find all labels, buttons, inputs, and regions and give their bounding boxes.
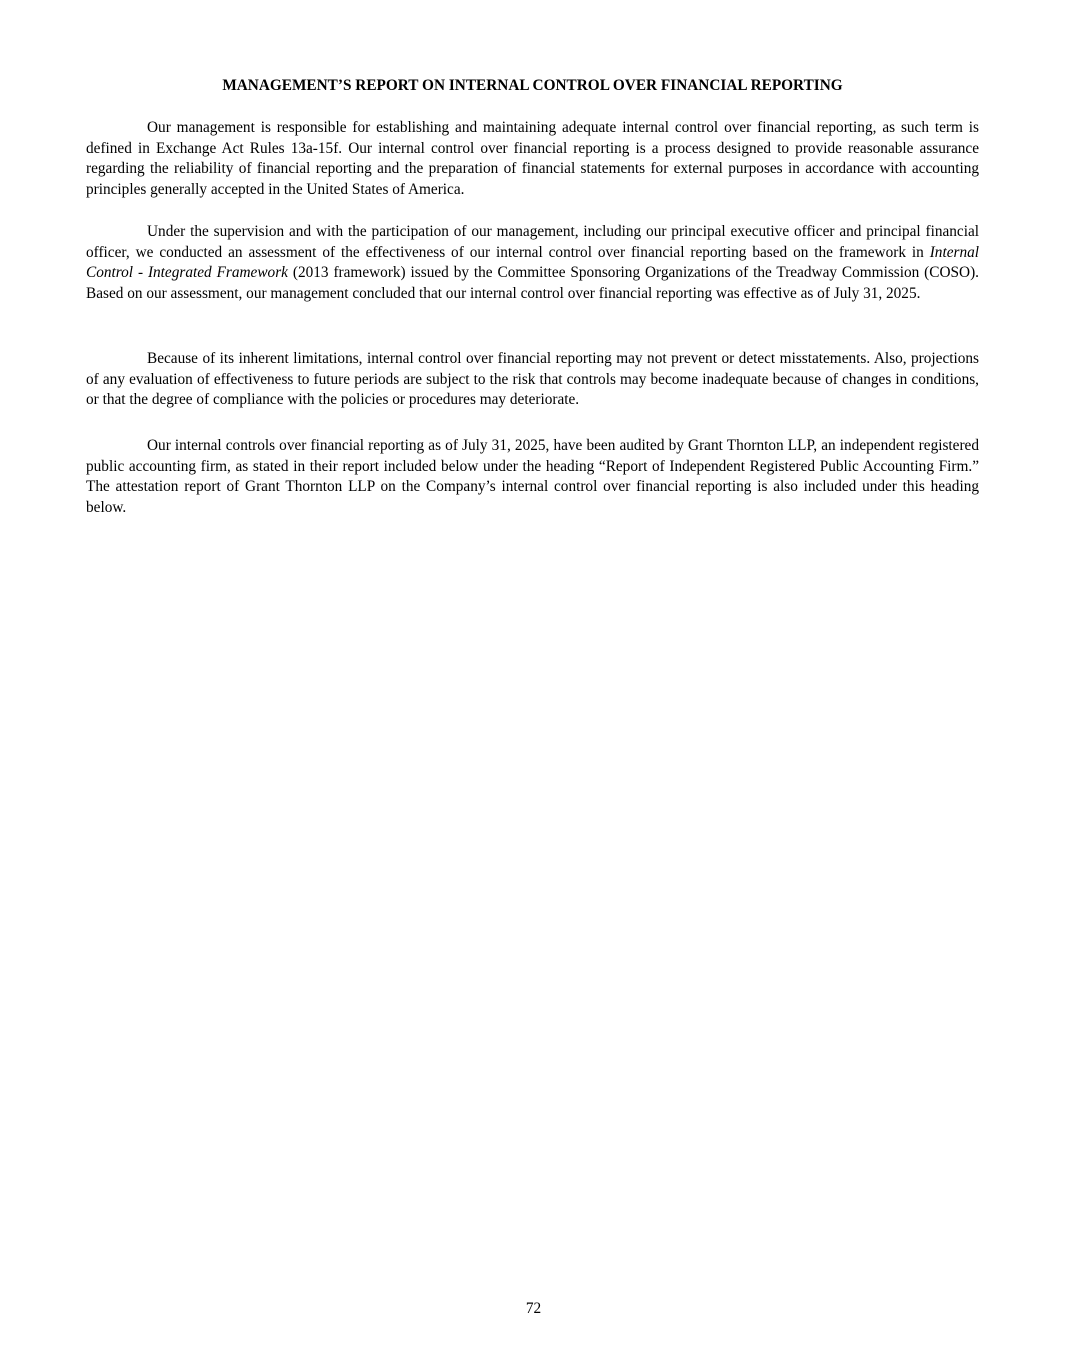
framework-title: Internal Control - Integrated Framework [86,243,979,281]
paragraph-assessment-text-end: (2013 framework) issued by the Committee Sponsoring Organizations of the Treadway Commission (COSO). Based on our assessment, our management concluded that our internal control over financial reporting was effective as of July 31, 2025. [86,264,979,302]
page-title: MANAGEMENT’S REPORT ON INTERNAL CONTROL OVER FINANCIAL REPORTING [222,77,843,94]
paragraph-management-responsibility: Our management is responsible for establishing and maintaining adequate internal control over financial reporting, as such term is defined in Exchange Act Rules 13a-15f. Our internal control over financial reporting is a process designed to provide reasonable assurance regarding the reliability of financial reporting and the preparation of financial statements for external purposes in accordance with accounting principles generally accepted in the United States of America. [86,119,979,198]
page-number: 72 [525,1300,542,1317]
paragraph-assessment [86,222,979,304]
paragraph-assessment-text-start: Under the supervision and with the participation of our management, including our principal executive officer and principal financial officer, we conducted an assessment of the effectiveness of our internal control over financial reporting based on the framework in [86,223,979,261]
paragraph-audit-attestation: Our internal controls over financial reporting as of July 31, 2025, have been audited by Grant Thornton LLP, an independent registered public accounting firm, as stated in their report included below under the heading “Report of Independent Registered Public Accounting Firm.” The attestation report of Grant Thornton LLP on the Company’s internal control over financial reporting is also included under this heading below. [86,437,979,516]
paragraph-inherent-limitations: Because of its inherent limitations, internal control over financial reporting may not prevent or detect misstatements. Also, projections of any evaluation of effectiveness to future periods are subject to the risk that controls may become inadequate because of changes in conditions, or that the degree of compliance with the policies or procedures may deteriorate. [86,350,979,408]
